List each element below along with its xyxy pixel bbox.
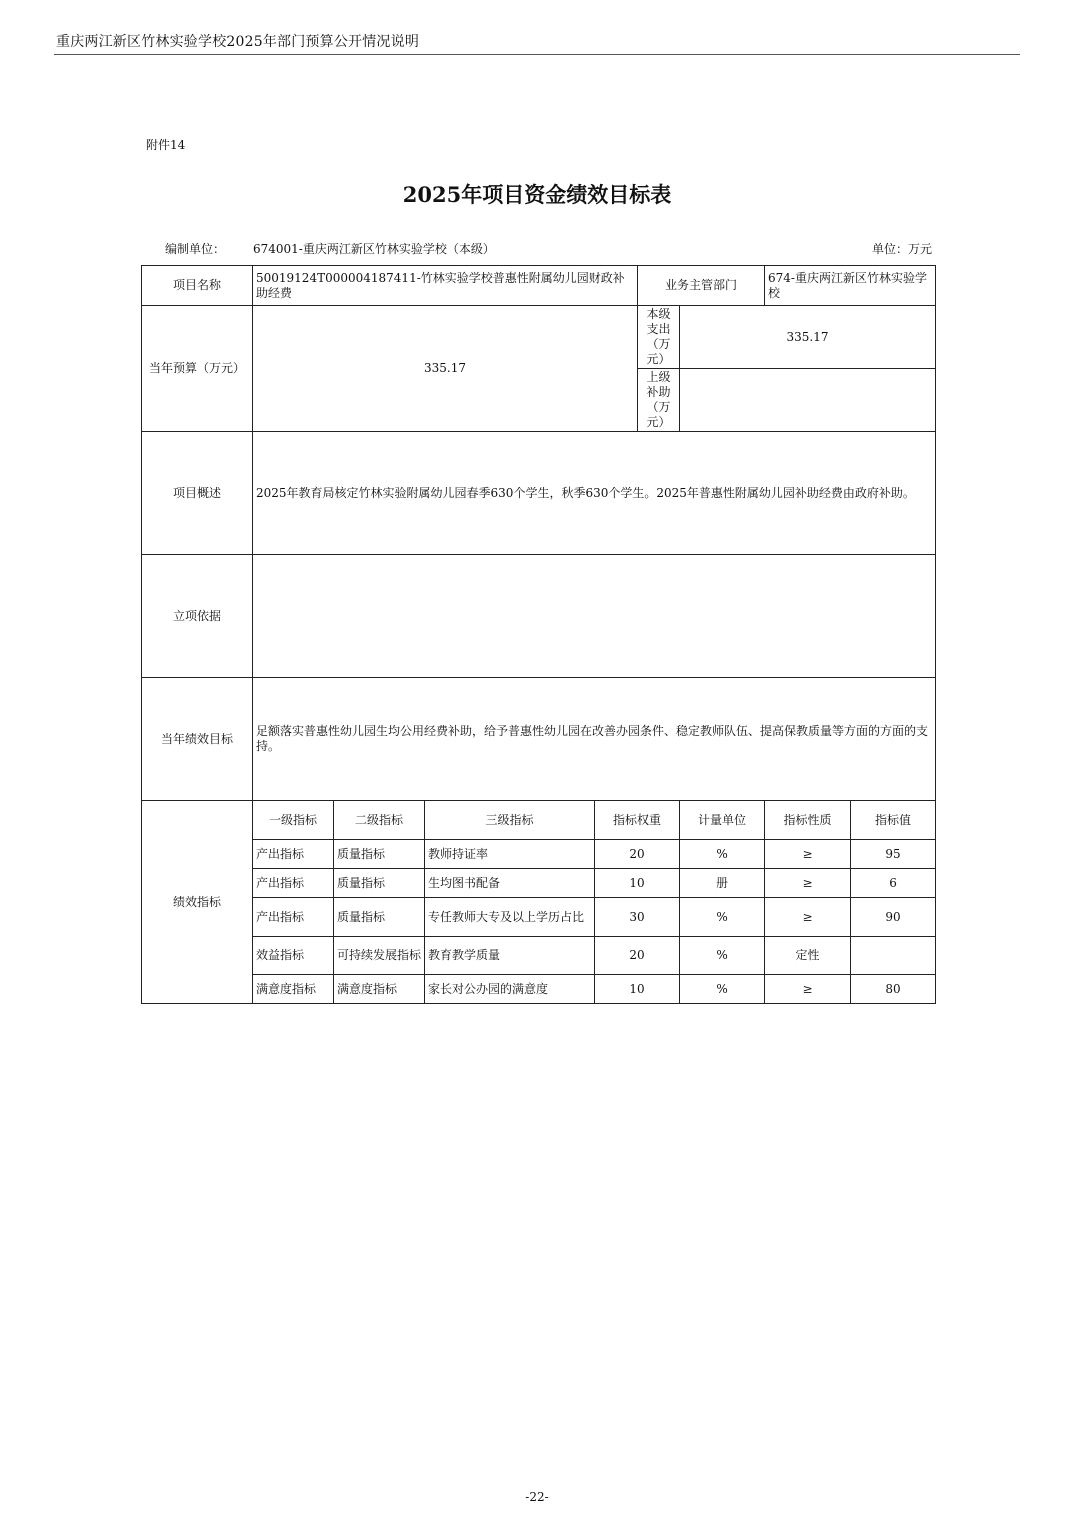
indicator-cell: 20 [595,840,680,869]
running-header: 重庆两江新区竹林实验学校2025年部门预算公开情况说明 [56,34,420,50]
budget-value: 335.17 [253,306,638,432]
indicator-header-row [142,801,936,840]
indicator-row [142,937,936,975]
compiling-unit-label: 编制单位： [165,242,226,256]
indicator-header: 指标性质 [765,801,851,840]
indicator-cell: % [680,898,765,937]
indicator-cell: ≥ [765,840,851,869]
compiling-unit [165,240,495,257]
dept-value: 674-重庆两江新区竹林实验学校 [765,266,936,306]
indicator-row [142,975,936,1004]
indicator-header: 指标权重 [595,801,680,840]
indicator-row [142,898,936,937]
indicator-cell: ≥ [765,869,851,898]
overview-label: 项目概述 [142,432,253,555]
indicator-cell: ≥ [765,975,851,1004]
indicator-cell: 产出指标 [253,869,334,898]
indicator-cell: 30 [595,898,680,937]
indicator-cell: 教育教学质量 [425,937,595,975]
budget-label: 当年预算（万元） [142,306,253,432]
indicator-cell: 教师持证率 [425,840,595,869]
indicator-cell: 册 [680,869,765,898]
indicator-cell: 满意度指标 [253,975,334,1004]
indicator-cell: 20 [595,937,680,975]
overview-row [142,432,936,555]
indicator-cell: 可持续发展指标 [334,937,425,975]
page-number: -22- [525,1490,549,1504]
indicator-header: 计量单位 [680,801,765,840]
indicator-header: 指标值 [851,801,936,840]
performance-target-table [141,265,936,1004]
indicator-cell: 95 [851,840,936,869]
indicator-label: 绩效指标 [142,801,253,1004]
upper-subsidy-value [680,369,936,432]
indicator-cell [851,937,936,975]
project-name-label: 项目名称 [142,266,253,306]
indicator-cell: 生均图书配备 [425,869,595,898]
currency-unit: 单位：万元 [871,242,932,256]
indicator-row [142,840,936,869]
header-rule [54,54,1020,55]
upper-subsidy-label: 上级补助（万元） [638,369,680,432]
indicator-cell: 家长对公办园的满意度 [425,975,595,1004]
basis-row [142,555,936,678]
indicator-cell: 质量指标 [334,898,425,937]
project-name-value: 50019124T000004187411-竹林实验学校普惠性附属幼儿园财政补助经费 [253,266,638,306]
project-name-row [142,266,936,306]
goal-label: 当年绩效目标 [142,678,253,801]
indicator-cell: % [680,937,765,975]
indicator-cell: 80 [851,975,936,1004]
own-expense-label: 本级支出（万元） [638,306,680,369]
goal-row [142,678,936,801]
indicator-cell: 10 [595,975,680,1004]
indicator-cell: 满意度指标 [334,975,425,1004]
indicator-cell: 效益指标 [253,937,334,975]
indicator-cell: 6 [851,869,936,898]
indicator-cell: 专任教师大专及以上学历占比 [425,898,595,937]
budget-row-own [142,306,936,369]
indicator-cell: 定性 [765,937,851,975]
basis-label: 立项依据 [142,555,253,678]
attachment-label: 附件14 [146,138,186,152]
basis-value [253,555,936,678]
indicator-cell: ≥ [765,898,851,937]
compiling-unit-value: 674001-重庆两江新区竹林实验学校（本级） [253,242,495,256]
indicator-cell: % [680,975,765,1004]
indicator-cell: 质量指标 [334,869,425,898]
indicator-cell: 产出指标 [253,840,334,869]
indicator-row [142,869,936,898]
indicator-cell: % [680,840,765,869]
indicator-cell: 质量指标 [334,840,425,869]
indicator-header: 三级指标 [425,801,595,840]
goal-value: 足额落实普惠性幼儿园生均公用经费补助，给予普惠性幼儿园在改善办园条件、稳定教师队伍、提高保教质量等方面的方面的支持。 [253,678,936,801]
document-title: 2025年项目资金绩效目标表 [402,182,672,207]
indicator-cell: 10 [595,869,680,898]
own-expense-value: 335.17 [680,306,936,369]
dept-label: 业务主管部门 [638,266,765,306]
overview-value: 2025年教育局核定竹林实验附属幼儿园春季630个学生，秋季630个学生。2025年普惠性附属幼儿园补助经费由政府补助。 [253,432,936,555]
indicator-cell: 产出指标 [253,898,334,937]
indicator-cell: 90 [851,898,936,937]
indicator-header: 二级指标 [334,801,425,840]
indicator-header: 一级指标 [253,801,334,840]
